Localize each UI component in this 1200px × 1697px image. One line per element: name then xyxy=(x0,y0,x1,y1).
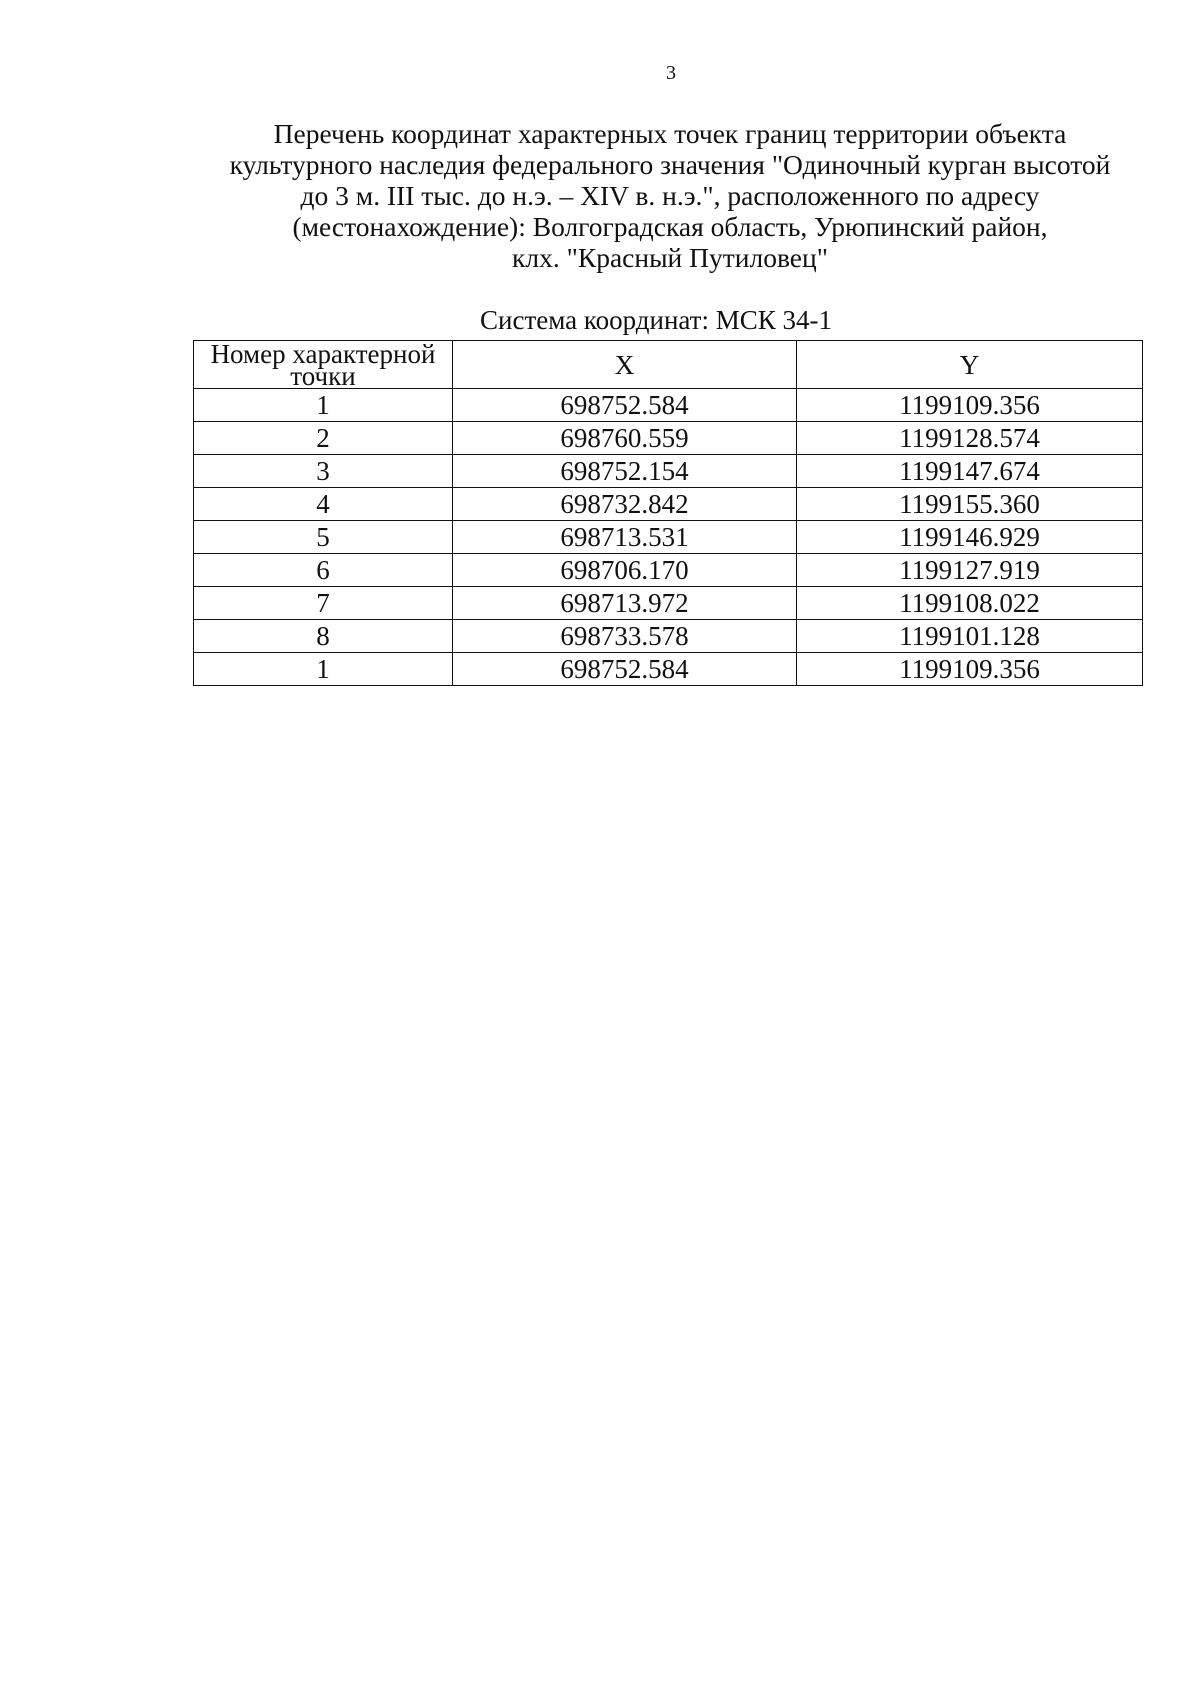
table-row xyxy=(194,587,1143,620)
cell-point: 3 xyxy=(194,455,453,488)
table-header-row xyxy=(194,341,1143,389)
cell-y: 1199146.929 xyxy=(797,521,1143,554)
cell-y: 1199147.674 xyxy=(797,455,1143,488)
cell-x: 698733.578 xyxy=(453,620,797,653)
cell-point: 4 xyxy=(194,488,453,521)
cell-point: 1 xyxy=(194,389,453,422)
cell-y: 1199109.356 xyxy=(797,389,1143,422)
cell-x: 698752.584 xyxy=(453,653,797,686)
cell-point: 8 xyxy=(194,620,453,653)
coordinates-table xyxy=(193,340,1143,686)
column-header-point xyxy=(194,338,453,391)
title-line: клх. "Красный Путиловец" xyxy=(512,242,828,273)
table-row xyxy=(194,620,1143,653)
column-header-x: X xyxy=(453,341,797,389)
title-line: культурного наследия федерального значения "Одиночный курган высотой xyxy=(229,149,1111,180)
cell-x: 698713.531 xyxy=(453,521,797,554)
cell-x: 698752.584 xyxy=(453,389,797,422)
cell-y: 1199128.574 xyxy=(797,422,1143,455)
table-body xyxy=(194,389,1143,686)
header-point-line2: точки xyxy=(290,360,356,391)
table-row xyxy=(194,488,1143,521)
header-point-line1: Номер характерной xyxy=(210,338,436,369)
page-number: 3 xyxy=(666,62,676,84)
document-title xyxy=(190,118,1150,273)
cell-point: 2 xyxy=(194,422,453,455)
cell-point: 6 xyxy=(194,554,453,587)
cell-x: 698752.154 xyxy=(453,455,797,488)
cell-point: 7 xyxy=(194,587,453,620)
table-row xyxy=(194,455,1143,488)
cell-y: 1199101.128 xyxy=(797,620,1143,653)
table-row xyxy=(194,389,1143,422)
table-row xyxy=(194,554,1143,587)
cell-x: 698732.842 xyxy=(453,488,797,521)
cell-y: 1199108.022 xyxy=(797,587,1143,620)
cell-y: 1199127.919 xyxy=(797,554,1143,587)
title-line: Перечень координат характерных точек границ территории объекта xyxy=(273,118,1067,149)
coordinate-system-caption: Система координат: МСК 34-1 xyxy=(480,305,832,335)
cell-point: 1 xyxy=(194,653,453,686)
cell-x: 698713.972 xyxy=(453,587,797,620)
cell-y: 1199109.356 xyxy=(797,653,1143,686)
cell-x: 698760.559 xyxy=(453,422,797,455)
cell-point: 5 xyxy=(194,521,453,554)
title-line: (местонахождение): Волгоградская область, Урюпинский район, xyxy=(292,211,1048,242)
column-header-y: Y xyxy=(797,341,1143,389)
table-row xyxy=(194,422,1143,455)
title-line: до 3 м. III тыс. до н.э. – XIV в. н.э.", расположенного по адресу xyxy=(300,180,1040,211)
cell-x: 698706.170 xyxy=(453,554,797,587)
table-row xyxy=(194,653,1143,686)
table-row xyxy=(194,521,1143,554)
cell-y: 1199155.360 xyxy=(797,488,1143,521)
